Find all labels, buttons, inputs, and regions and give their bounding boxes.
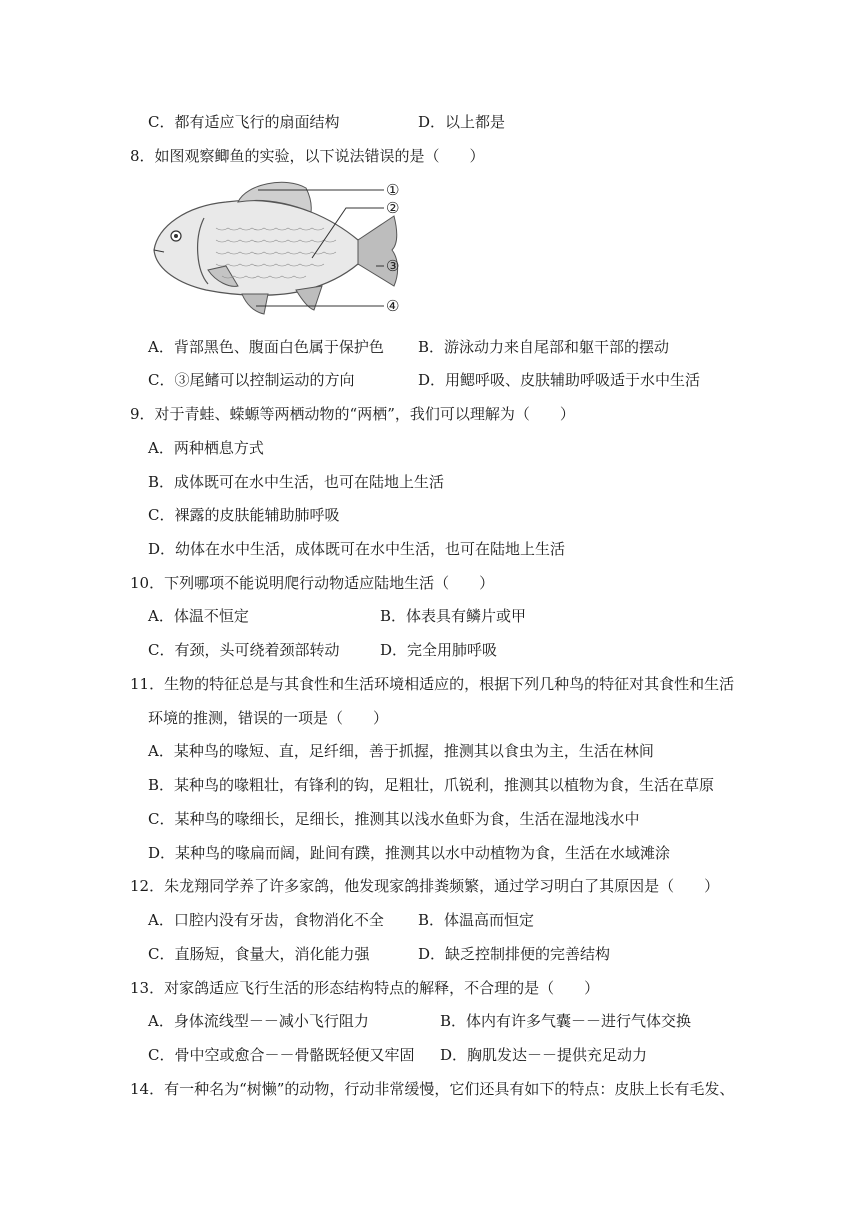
label-4: ④ [386, 297, 400, 315]
q10-option-b: B．体表具有鳞片或甲 [380, 607, 527, 625]
q12-option-a: A．口腔内没有牙齿，食物消化不全 [148, 911, 384, 929]
q13-option-b: B．体内有许多气囊－－进行气体交换 [440, 1012, 692, 1030]
q11-stem-line1: 11．生物的特征总是与其食性和生活环境相适应的，根据下列几种鸟的特征对其食性和生活 [130, 675, 735, 693]
q8-option-b: B．游泳动力来自尾部和躯干部的摆动 [418, 338, 670, 356]
q14-stem: 14．有一种名为“树懒”的动物，行动非常缓慢，它们还具有如下的特点：皮肤上长有毛发、 [130, 1080, 735, 1098]
q12-stem: 12．朱龙翔同学养了许多家鸽，他发现家鸽排粪频繁，通过学习明白了其原因是（ ） [130, 877, 720, 895]
q10-option-c: C．有颈，头可绕着颈部转动 [148, 641, 340, 659]
q9-option-a: A．两种栖息方式 [148, 439, 264, 457]
q7-option-c: C．都有适应飞行的扇面结构 [148, 113, 340, 131]
q8-stem: 8．如图观察鲫鱼的实验，以下说法错误的是（ ） [130, 147, 485, 165]
q12-option-c: C．直肠短，食量大，消化能力强 [148, 945, 370, 963]
q9-option-b: B．成体既可在水中生活，也可在陆地上生活 [148, 473, 445, 491]
q13-stem: 13．对家鸽适应飞行生活的形态结构特点的解释，不合理的是（ ） [130, 979, 600, 997]
q11-option-b: B．某种鸟的喙粗壮，有锋利的钩，足粗壮，爪锐利，推测其以植物为食，生活在草原 [148, 776, 715, 794]
label-2: ② [386, 199, 400, 217]
q10-option-d: D．完全用肺呼吸 [380, 641, 498, 659]
q12-option-b: B．体温高而恒定 [418, 911, 535, 929]
q11-option-c: C．某种鸟的喙细长，足细长，推测其以浅水鱼虾为食，生活在湿地浅水中 [148, 810, 640, 828]
q7-option-d: D．以上都是 [418, 113, 506, 131]
crucian-carp-figure [146, 178, 416, 323]
q13-option-d: D．胸肌发达－－提供充足动力 [440, 1046, 648, 1064]
q9-option-d: D．幼体在水中生活，成体既可在水中生活，也可在陆地上生活 [148, 540, 566, 558]
q9-stem: 9．对于青蛙、蝾螈等两栖动物的“两栖”，我们可以理解为（ ） [130, 405, 575, 423]
q9-option-c: C．裸露的皮肤能辅助肺呼吸 [148, 506, 340, 524]
q8-option-a: A．背部黑色、腹面白色属于保护色 [148, 338, 384, 356]
q11-option-d: D．某种鸟的喙扁而阔，趾间有蹼，推测其以水中动植物为食，生活在水域滩涂 [148, 844, 671, 862]
q13-option-c: C．骨中空或愈合－－骨骼既轻便又牢固 [148, 1046, 415, 1064]
q13-option-a: A．身体流线型－－减小飞行阻力 [148, 1012, 369, 1030]
q8-option-c: C．③尾鳍可以控制运动的方向 [148, 371, 355, 389]
q10-option-a: A．体温不恒定 [148, 607, 249, 625]
label-3: ③ [386, 257, 400, 275]
q11-stem-line2: 环境的推测，错误的一项是（ ） [148, 709, 389, 727]
q8-option-d: D．用鳃呼吸、皮肤辅助呼吸适于水中生活 [418, 371, 701, 389]
label-1: ① [386, 181, 400, 199]
q10-stem: 10．下列哪项不能说明爬行动物适应陆地生活（ ） [130, 574, 495, 592]
q11-option-a: A．某种鸟的喙短、直，足纤细，善于抓握，推测其以食虫为主，生活在林间 [148, 742, 654, 760]
q12-option-d: D．缺乏控制排便的完善结构 [418, 945, 611, 963]
